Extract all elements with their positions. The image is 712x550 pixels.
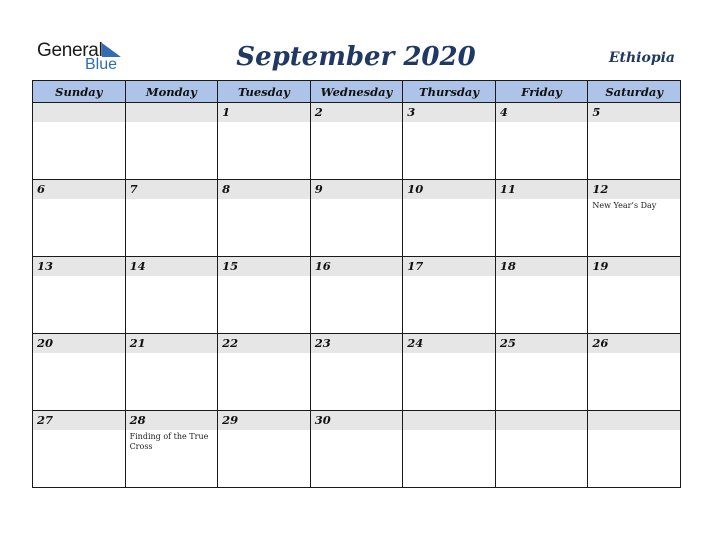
day-cell — [310, 334, 403, 411]
day-number: 16 — [311, 257, 403, 276]
country-label: Ethiopia — [608, 50, 675, 66]
week-row — [33, 103, 681, 180]
weekday-header: Saturday — [588, 81, 681, 103]
day-number: 17 — [403, 257, 495, 276]
calendar-grid — [32, 80, 681, 488]
holiday-label — [218, 199, 310, 201]
holiday-label — [126, 122, 218, 124]
holiday-label — [311, 199, 403, 201]
weekday-header-row — [33, 81, 681, 103]
day-number: 5 — [588, 103, 680, 122]
weekday-header: Thursday — [403, 81, 496, 103]
week-row — [33, 411, 681, 488]
day-cell — [310, 180, 403, 257]
day-cell — [33, 180, 126, 257]
day-number: 3 — [403, 103, 495, 122]
holiday-label — [403, 276, 495, 278]
day-number: 24 — [403, 334, 495, 353]
day-cell — [588, 334, 681, 411]
calendar-title: September 2020 — [236, 42, 476, 72]
holiday-label — [33, 122, 125, 124]
day-number: 9 — [311, 180, 403, 199]
holiday-label — [588, 353, 680, 355]
holiday-label — [403, 353, 495, 355]
day-cell — [588, 180, 681, 257]
weekday-header: Sunday — [33, 81, 126, 103]
holiday-label — [496, 353, 588, 355]
day-number: 7 — [126, 180, 218, 199]
day-cell — [125, 103, 218, 180]
day-number: 13 — [33, 257, 125, 276]
holiday-label: New Year’s Day — [592, 201, 657, 210]
day-number: 29 — [218, 411, 310, 430]
day-cell — [588, 103, 681, 180]
holiday-label — [218, 430, 310, 432]
weekday-header: Monday — [125, 81, 218, 103]
holiday-label — [126, 199, 218, 201]
day-number: 30 — [311, 411, 403, 430]
day-cell — [403, 180, 496, 257]
holiday-label — [33, 353, 125, 355]
holiday-label — [218, 122, 310, 124]
day-number: 19 — [588, 257, 680, 276]
holiday-label — [311, 276, 403, 278]
day-cell — [33, 103, 126, 180]
day-cell — [218, 180, 311, 257]
holiday-label: Finding of the True Cross — [129, 432, 209, 451]
day-cell — [218, 257, 311, 334]
day-number: 12 — [588, 180, 680, 199]
day-number: 4 — [496, 103, 588, 122]
day-cell — [218, 103, 311, 180]
day-cell — [403, 411, 496, 488]
day-number: 20 — [33, 334, 125, 353]
week-row — [33, 180, 681, 257]
weekday-header: Wednesday — [310, 81, 403, 103]
logo-general-text: General — [37, 40, 103, 61]
day-number: 11 — [496, 180, 588, 199]
day-cell — [33, 257, 126, 334]
holiday-label — [496, 276, 588, 278]
day-cell — [495, 103, 588, 180]
day-number: 14 — [126, 257, 218, 276]
day-cell — [310, 411, 403, 488]
day-number: 6 — [33, 180, 125, 199]
holiday-label — [588, 276, 680, 278]
logo-blue-text: Blue — [85, 56, 118, 73]
holiday-label — [311, 353, 403, 355]
day-cell — [495, 411, 588, 488]
holiday-label — [218, 353, 310, 355]
day-number: 18 — [496, 257, 588, 276]
day-number: 1 — [218, 103, 310, 122]
weekday-header: Tuesday — [218, 81, 311, 103]
day-number: 8 — [218, 180, 310, 199]
day-cell — [588, 257, 681, 334]
day-cell — [495, 257, 588, 334]
day-cell — [495, 334, 588, 411]
holiday-label — [588, 430, 680, 432]
week-row — [33, 257, 681, 334]
holiday-label — [588, 122, 680, 124]
day-cell — [588, 411, 681, 488]
day-number: 23 — [311, 334, 403, 353]
day-number: 27 — [33, 411, 125, 430]
weekday-header: Friday — [495, 81, 588, 103]
holiday-label — [33, 199, 125, 201]
day-number — [496, 411, 588, 430]
day-cell — [310, 103, 403, 180]
holiday-label — [311, 430, 403, 432]
day-number: 28 — [126, 411, 218, 430]
day-cell — [125, 411, 218, 488]
day-cell — [495, 180, 588, 257]
day-cell — [33, 334, 126, 411]
day-cell — [403, 334, 496, 411]
day-cell — [218, 411, 311, 488]
holiday-label — [126, 353, 218, 355]
day-cell — [403, 257, 496, 334]
holiday-label — [496, 430, 588, 432]
day-number: 26 — [588, 334, 680, 353]
holiday-label — [33, 430, 125, 432]
day-number — [126, 103, 218, 122]
holiday-label — [403, 122, 495, 124]
holiday-label — [403, 199, 495, 201]
holiday-label — [496, 199, 588, 201]
day-number: 21 — [126, 334, 218, 353]
day-number: 15 — [218, 257, 310, 276]
day-number: 2 — [311, 103, 403, 122]
day-number: 22 — [218, 334, 310, 353]
holiday-label — [496, 122, 588, 124]
holiday-label — [218, 276, 310, 278]
holiday-label — [33, 276, 125, 278]
day-number — [33, 103, 125, 122]
holiday-label — [126, 276, 218, 278]
week-row — [33, 334, 681, 411]
day-number: 10 — [403, 180, 495, 199]
day-number — [403, 411, 495, 430]
day-cell — [218, 334, 311, 411]
day-cell — [403, 103, 496, 180]
day-number: 25 — [496, 334, 588, 353]
day-cell — [125, 180, 218, 257]
holiday-label — [403, 430, 495, 432]
day-cell — [33, 411, 126, 488]
day-cell — [125, 334, 218, 411]
holiday-label — [311, 122, 403, 124]
day-number — [588, 411, 680, 430]
day-cell — [125, 257, 218, 334]
day-cell — [310, 257, 403, 334]
